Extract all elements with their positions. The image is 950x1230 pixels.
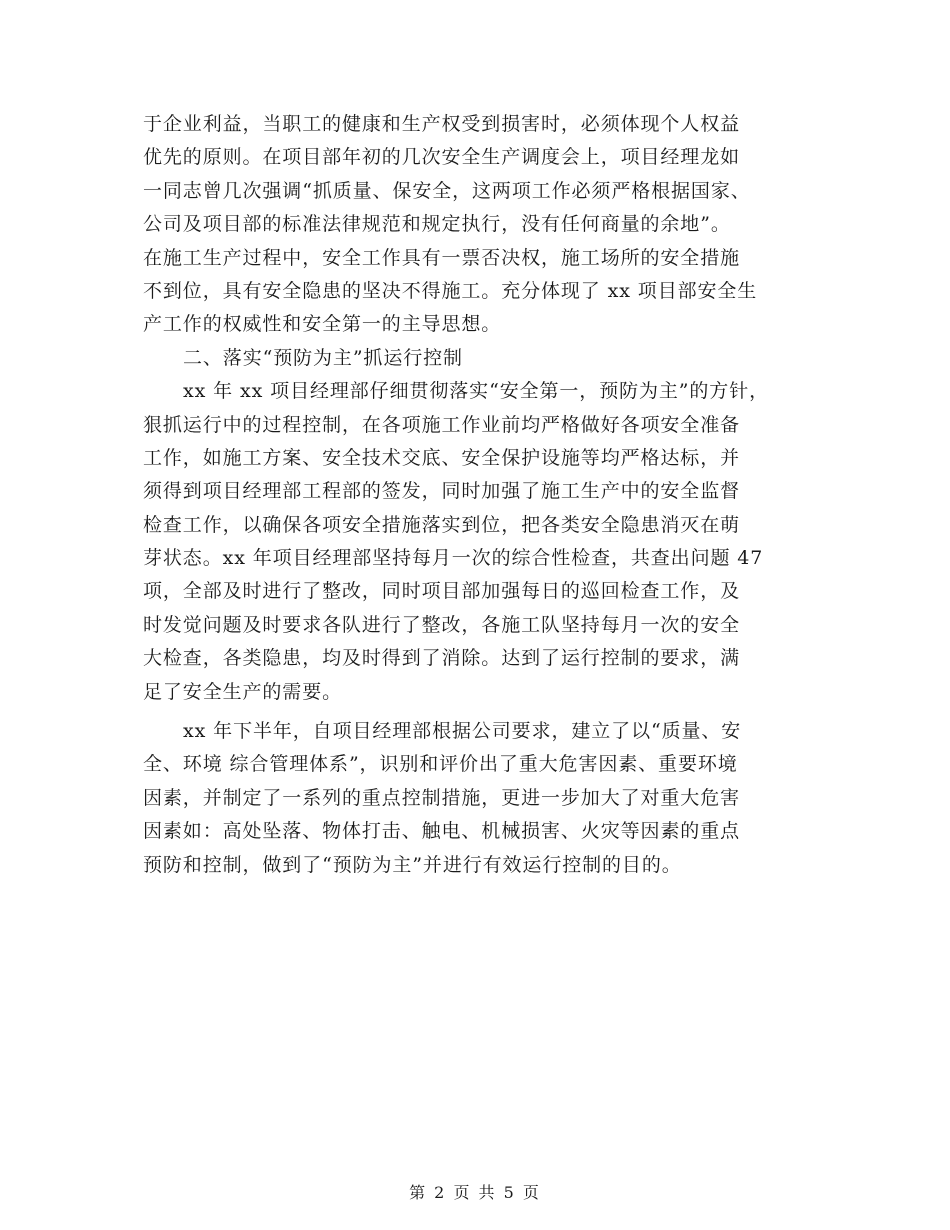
section-heading: 二、落实“预防为主”抓运行控制 (183, 346, 463, 369)
paragraph-1 (143, 108, 833, 342)
text-line: 狠抓运行中的过程控制，在各项施工作业前均严格做好各项安全准备 (143, 413, 741, 436)
text-line: 大检查，各类隐患，均及时得到了消除。达到了运行控制的要求，满 (143, 647, 741, 670)
text-line: 公司及项目部的标准法律规范和规定执行，没有任何商量的余地”。 (143, 213, 731, 236)
text-line: 产工作的权威性和安全第一的主导思想。 (143, 313, 502, 336)
text-line: xx 年 xx 项目经理部仔细贯彻落实“安全第一，预防为主”的方针， (183, 380, 770, 403)
paragraph-2 (143, 375, 833, 709)
paragraph-3 (143, 715, 833, 882)
text-line: 检查工作，以确保各项安全措施落实到位，把各类安全隐患消灭在萌 (143, 513, 741, 536)
text-line: 须得到项目经理部工程部的签发，同时加强了施工生产中的安全监督 (143, 480, 741, 503)
text-line: 因素如：高处坠落、物体打击、触电、机械损害、火灾等因素的重点 (143, 820, 741, 843)
text-line: 足了安全生产的需要。 (143, 680, 343, 703)
text-line: 项，全部及时进行了整改，同时项目部加强每日的巡回检查工作，及 (143, 580, 741, 603)
text-line: 全、环境 综合管理体系”，识别和评价出了重大危害因素、重要环境 (143, 753, 738, 776)
text-line: xx 年下半年，自项目经理部根据公司要求，建立了以“质量、安 (183, 720, 742, 743)
text-line: 在施工生产过程中，安全工作具有一票否决权，施工场所的安全措施 (143, 246, 741, 269)
text-line: 时发觉问题及时要求各队进行了整改，各施工队坚持每月一次的安全 (143, 613, 741, 636)
text-line: 因素，并制定了一系列的重点控制措施，更进一步加大了对重大危害 (143, 786, 741, 809)
text-line: 预防和控制，做到了“预防为主”并进行有效运行控制的目的。 (143, 853, 682, 876)
document-body (143, 108, 833, 882)
text-line: 于企业利益，当职工的健康和生产权受到损害时，必须体现个人权益 (143, 113, 741, 135)
text-line: 芽状态。xx 年项目经理部坚持每月一次的综合性检查，共查出问题 47 (143, 547, 764, 570)
text-line: 工作，如施工方案、安全技术交底、安全保护设施等均严格达标，并 (143, 446, 741, 469)
text-line: 不到位，具有安全隐患的坚决不得施工。充分体现了 xx 项目部安全生 (143, 279, 758, 302)
page-number-footer: 第 2 页 共 5 页 (409, 1183, 541, 1202)
text-line: 一同志曾几次强调“抓质量、保安全，这两项工作必须严格根据国家、 (143, 179, 751, 202)
text-line: 优先的原则。在项目部年初的几次安全生产调度会上，项目经理龙如 (143, 146, 741, 169)
